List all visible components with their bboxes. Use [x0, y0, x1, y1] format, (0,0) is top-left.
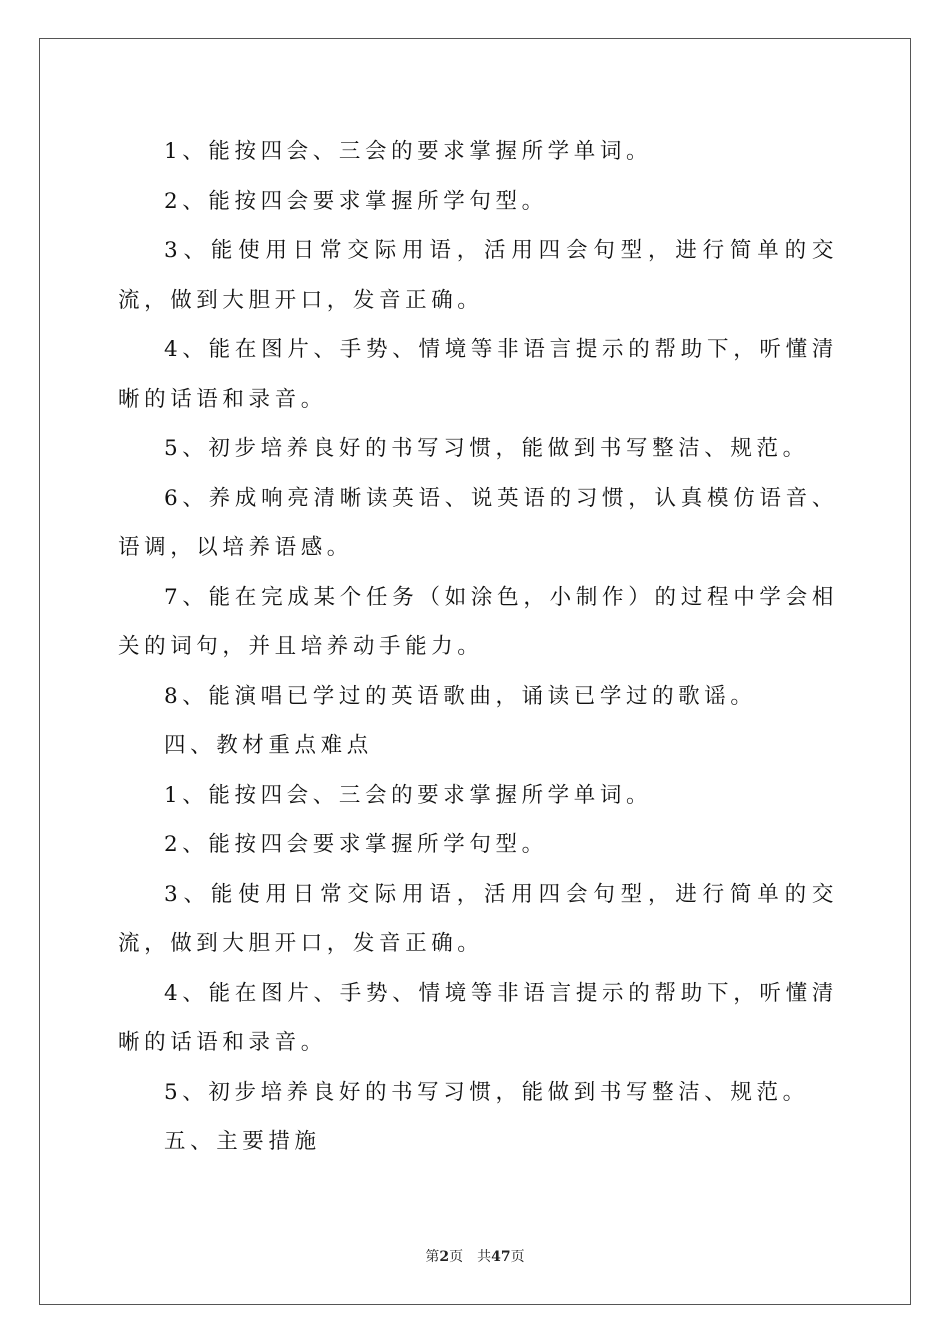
section-heading: 五、主要措施 [164, 1129, 321, 1154]
paragraph: 3、能使用日常交际用语，活用四会句型，进行简单的交流，做到大胆开口，发音正确。 [118, 881, 838, 956]
paragraph: 2、能按四会要求掌握所学句型。 [164, 832, 548, 857]
total-prefix: 共 [477, 1249, 492, 1265]
page-suffix: 页 [449, 1249, 464, 1265]
section-heading: 四、教材重点难点 [164, 733, 373, 758]
paragraph: 6、养成响亮清晰读英语、说英语的习惯，认真模仿语音、语调，以培养语感。 [118, 485, 838, 560]
total-suffix: 页 [510, 1249, 525, 1265]
paragraph: 5、初步培养良好的书写习惯，能做到书写整洁、规范。 [164, 436, 809, 461]
page-prefix: 第 [425, 1249, 440, 1265]
document-body [118, 127, 838, 1167]
page-footer [0, 1246, 950, 1266]
paragraph: 1、能按四会、三会的要求掌握所学单词。 [164, 139, 653, 164]
paragraph: 1、能按四会、三会的要求掌握所学单词。 [164, 782, 653, 808]
paragraph: 4、能在图片、手势、情境等非语言提示的帮助下，听懂清晰的话语和录音。 [118, 337, 838, 412]
page-number: 2 [439, 1249, 450, 1265]
paragraph: 7、能在完成某个任务（如涂色，小制作）的过程中学会相关的词句，并且培养动手能力。 [118, 584, 838, 659]
paragraph: 4、能在图片、手势、情境等非语言提示的帮助下，听懂清晰的话语和录音。 [118, 980, 838, 1055]
paragraph: 5、初步培养良好的书写习惯，能做到书写整洁、规范。 [164, 1079, 809, 1105]
total-pages: 47 [491, 1249, 511, 1265]
paragraph: 2、能按四会要求掌握所学句型。 [164, 188, 548, 214]
paragraph: 3、能使用日常交际用语，活用四会句型，进行简单的交流，做到大胆开口，发音正确。 [118, 238, 838, 313]
paragraph: 8、能演唱已学过的英语歌曲，诵读已学过的歌谣。 [164, 683, 757, 709]
